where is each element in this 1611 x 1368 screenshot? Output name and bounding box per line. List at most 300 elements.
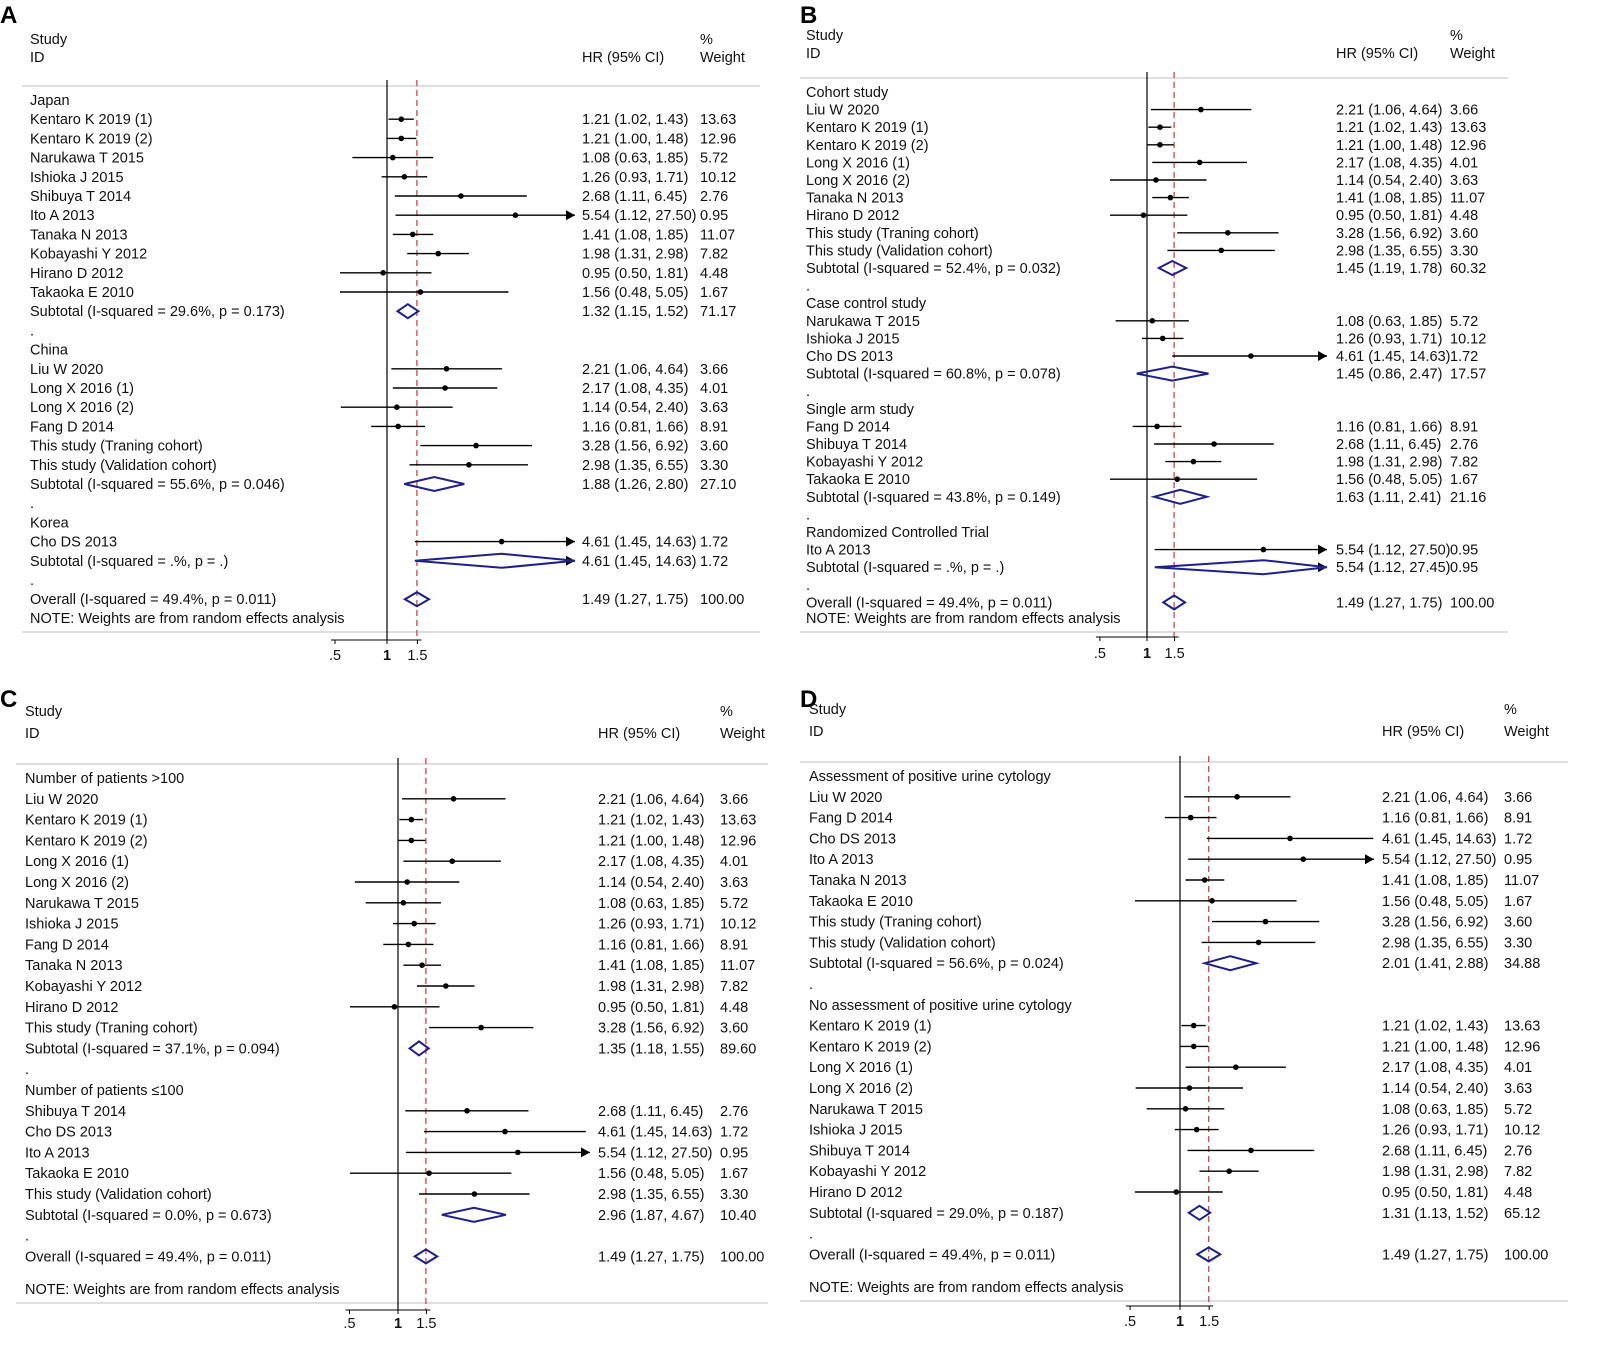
point-estimate xyxy=(1174,476,1180,482)
subgroup-heading: . xyxy=(806,384,811,401)
weight-value: 4.01 xyxy=(700,381,729,397)
study-label: Kentaro K 2019 (1) xyxy=(806,120,929,137)
study-label: Kentaro K 2019 (2) xyxy=(25,833,148,850)
hr-ci-value: 1.45 (0.86, 2.47) xyxy=(1336,366,1443,383)
weight-value: 1.67 xyxy=(1504,893,1533,910)
weight-value: 4.48 xyxy=(700,265,729,282)
subgroup-heading: . xyxy=(806,507,811,524)
weight-value: 7.82 xyxy=(1504,1164,1533,1181)
weight-value: 3.30 xyxy=(700,457,729,474)
subgroup-heading: . xyxy=(30,573,35,589)
hr-ci-value: 2.17 (1.08, 4.35) xyxy=(598,854,705,871)
weight-value: 5.72 xyxy=(1450,313,1479,330)
hr-ci-value: 2.68 (1.11, 6.45) xyxy=(1382,1143,1488,1160)
hr-ci-value: 2.17 (1.08, 4.35) xyxy=(582,381,689,397)
pooled-diamond xyxy=(1155,560,1327,574)
hr-ci-value: 1.31 (1.13, 1.52) xyxy=(1382,1205,1489,1222)
hr-ci-value: 1.56 (0.48, 5.05) xyxy=(582,285,689,301)
header-percent: % xyxy=(720,704,733,720)
point-estimate xyxy=(1194,1127,1200,1133)
hr-ci-value: 2.98 (1.35, 6.55) xyxy=(582,457,689,474)
header-hr-ci: HR (95% CI) xyxy=(582,50,665,66)
pooled-label: Subtotal (I-squared = 29.6%, p = 0.173) xyxy=(30,304,285,321)
ci-arrow xyxy=(1318,545,1327,555)
point-estimate xyxy=(444,366,450,372)
subgroup-heading: Case control study xyxy=(806,296,927,313)
study-label: Liu W 2020 xyxy=(25,791,99,808)
ci-arrow xyxy=(1365,854,1374,864)
hr-ci-value: 2.98 (1.35, 6.55) xyxy=(1336,243,1443,260)
hr-ci-value: 1.16 (0.81, 1.66) xyxy=(598,937,705,954)
point-estimate xyxy=(435,251,441,257)
study-label: This study (Traning cohort) xyxy=(809,914,982,931)
pooled-label: Subtotal (I-squared = 52.4%, p = 0.032) xyxy=(806,261,1061,277)
weight-value: 12.96 xyxy=(1450,137,1487,154)
study-label: Tanaka N 2013 xyxy=(30,227,128,244)
subgroup-heading: Number of patients >100 xyxy=(25,771,185,787)
weight-value: 4.01 xyxy=(720,854,749,871)
study-label: Fang D 2014 xyxy=(809,810,893,827)
study-label: Ishioka J 2015 xyxy=(30,169,124,186)
hr-ci-value: 1.08 (0.63, 1.85) xyxy=(582,150,689,167)
weights-note: NOTE: Weights are from random effects analysis xyxy=(806,611,1121,627)
subgroup-heading: . xyxy=(809,1226,814,1243)
study-label: Shibuya T 2014 xyxy=(30,189,132,205)
study-label: This study (Validation cohort) xyxy=(806,243,993,260)
study-label: Kentaro K 2019 (2) xyxy=(806,137,929,154)
hr-ci-value: 1.41 (1.08, 1.85) xyxy=(598,958,705,975)
weight-value: 60.32 xyxy=(1450,261,1487,277)
study-label: This study (Validation cohort) xyxy=(30,457,217,474)
point-estimate xyxy=(473,443,479,449)
study-label: Long X 2016 (1) xyxy=(30,381,134,397)
study-label: Tanaka N 2013 xyxy=(809,873,907,889)
study-label: Cho DS 2013 xyxy=(25,1124,113,1141)
hr-ci-value: 2.68 (1.11, 6.45) xyxy=(598,1103,704,1120)
study-label: Shibuya T 2014 xyxy=(25,1103,127,1120)
study-label: Takaoka E 2010 xyxy=(30,285,134,301)
point-estimate xyxy=(1174,1189,1180,1195)
weight-value: 0.95 xyxy=(720,1145,749,1162)
hr-ci-value: 2.68 (1.11, 6.45) xyxy=(1336,437,1442,453)
hr-ci-value: 2.21 (1.06, 4.64) xyxy=(1382,789,1489,806)
weight-value: 4.48 xyxy=(1450,208,1479,225)
forest-panel-d xyxy=(800,684,1590,1368)
subgroup-heading: . xyxy=(25,1062,30,1079)
hr-ci-value: 1.56 (0.48, 5.05) xyxy=(598,1166,705,1183)
point-estimate xyxy=(409,817,415,823)
hr-ci-value: 1.21 (1.02, 1.43) xyxy=(598,812,705,829)
weight-value: 2.76 xyxy=(1504,1143,1533,1160)
point-estimate xyxy=(442,385,448,391)
header-weight: Weight xyxy=(1450,46,1495,62)
x-tick-label: 1.5 xyxy=(407,648,428,664)
point-estimate xyxy=(394,404,400,410)
weight-value: 10.12 xyxy=(720,916,757,933)
weight-value: 1.67 xyxy=(720,1166,749,1183)
point-estimate xyxy=(1248,1148,1254,1154)
header-weight: Weight xyxy=(720,726,765,742)
x-tick-label: .5 xyxy=(343,1316,356,1332)
study-label: Shibuya T 2014 xyxy=(806,437,908,453)
hr-ci-value: 0.95 (0.50, 1.81) xyxy=(1336,208,1443,225)
point-estimate xyxy=(1209,898,1215,904)
study-label: Narukawa T 2015 xyxy=(809,1101,923,1118)
hr-ci-value: 1.16 (0.81, 1.66) xyxy=(1336,419,1443,436)
study-label: Long X 2016 (1) xyxy=(806,155,910,172)
pooled-label: Subtotal (I-squared = .%, p = .) xyxy=(30,553,229,570)
hr-ci-value: 1.14 (0.54, 2.40) xyxy=(582,400,689,417)
x-tick-label: 1.5 xyxy=(1164,646,1185,662)
weight-value: 8.91 xyxy=(720,937,749,954)
weight-value: 65.12 xyxy=(1504,1205,1541,1222)
point-estimate xyxy=(1160,336,1166,342)
weight-value: 12.96 xyxy=(700,131,737,148)
point-estimate xyxy=(513,212,519,218)
study-label: Ito A 2013 xyxy=(806,542,871,559)
study-label: Narukawa T 2015 xyxy=(30,150,144,167)
hr-ci-value: 3.28 (1.56, 6.92) xyxy=(582,438,689,455)
hr-ci-value: 1.45 (1.19, 1.78) xyxy=(1336,261,1443,277)
panel-label: B xyxy=(800,2,818,29)
point-estimate xyxy=(1141,212,1147,218)
weight-value: 13.63 xyxy=(700,112,737,129)
weight-value: 2.76 xyxy=(1450,437,1479,453)
subgroup-heading: . xyxy=(806,577,811,594)
study-label: Fang D 2014 xyxy=(30,419,114,436)
study-label: Kentaro K 2019 (2) xyxy=(809,1039,932,1056)
hr-ci-value: 0.95 (0.50, 1.81) xyxy=(1382,1185,1489,1201)
hr-ci-value: 1.26 (0.93, 1.71) xyxy=(1382,1122,1489,1139)
weight-value: 1.67 xyxy=(700,285,729,301)
weight-value: 1.72 xyxy=(700,534,729,551)
hr-ci-value: 5.54 (1.12, 27.50) xyxy=(1382,852,1497,869)
hr-ci-value: 1.08 (0.63, 1.85) xyxy=(1336,313,1443,330)
hr-ci-value: 4.61 (1.45, 14.63) xyxy=(598,1124,713,1141)
study-label: Takaoka E 2010 xyxy=(25,1166,129,1183)
forest-panel-a xyxy=(0,0,790,684)
hr-ci-value: 1.26 (0.93, 1.71) xyxy=(1336,331,1443,348)
pooled-diamond xyxy=(404,477,464,491)
hr-ci-value: 2.21 (1.06, 4.64) xyxy=(598,791,705,808)
weight-value: 13.63 xyxy=(720,812,757,829)
weights-note: NOTE: Weights are from random effects analysis xyxy=(25,1282,340,1298)
study-label: This study (Validation cohort) xyxy=(809,935,996,952)
subgroup-heading: Korea xyxy=(30,515,69,532)
point-estimate xyxy=(1211,441,1217,447)
point-estimate xyxy=(458,193,464,199)
weight-value: 4.48 xyxy=(720,999,749,1016)
point-estimate xyxy=(1198,107,1204,113)
pooled-diamond xyxy=(1159,261,1186,275)
study-label: Ito A 2013 xyxy=(809,852,874,869)
study-label: Ishioka J 2015 xyxy=(25,916,119,933)
study-label: Long X 2016 (2) xyxy=(30,400,134,417)
study-label: Ito A 2013 xyxy=(25,1145,90,1162)
header-id: ID xyxy=(806,46,821,62)
study-label: This study (Validation cohort) xyxy=(25,1187,212,1203)
forest-plot-b xyxy=(800,0,1590,684)
weight-value: 1.72 xyxy=(700,553,729,570)
point-estimate xyxy=(515,1150,521,1156)
panel-label: D xyxy=(800,686,818,713)
hr-ci-value: 2.21 (1.06, 4.64) xyxy=(1336,102,1443,119)
ci-arrow xyxy=(566,537,575,547)
ci-arrow xyxy=(566,210,575,220)
weight-value: 2.76 xyxy=(700,189,729,205)
point-estimate xyxy=(398,136,404,142)
point-estimate xyxy=(390,155,396,161)
header-hr-ci: HR (95% CI) xyxy=(1382,724,1465,740)
hr-ci-value: 1.14 (0.54, 2.40) xyxy=(598,875,705,891)
point-estimate xyxy=(1261,547,1267,553)
hr-ci-value: 5.54 (1.12, 27.50) xyxy=(1336,542,1451,559)
hr-ci-value: 1.21 (1.02, 1.43) xyxy=(1336,120,1443,137)
hr-ci-value: 1.21 (1.00, 1.48) xyxy=(582,131,689,148)
hr-ci-value: 1.41 (1.08, 1.85) xyxy=(1336,190,1443,207)
point-estimate xyxy=(395,424,401,430)
point-estimate xyxy=(1157,124,1163,130)
pooled-diamond xyxy=(415,554,575,568)
x-tick-label: 1 xyxy=(393,1316,403,1332)
weight-value: 3.63 xyxy=(700,400,729,417)
weight-value: 4.48 xyxy=(1504,1185,1533,1201)
subgroup-heading: Japan xyxy=(30,93,70,109)
header-hr-ci: HR (95% CI) xyxy=(1336,46,1419,62)
hr-ci-value: 1.21 (1.00, 1.48) xyxy=(1382,1039,1489,1056)
weight-value: 100.00 xyxy=(720,1249,765,1266)
weight-value: 1.72 xyxy=(720,1124,749,1141)
point-estimate xyxy=(1154,424,1160,430)
hr-ci-value: 5.54 (1.12, 27.45) xyxy=(1336,560,1451,577)
weight-value: 11.07 xyxy=(700,227,736,244)
study-label: Long X 2016 (2) xyxy=(25,875,129,891)
weight-value: 3.30 xyxy=(720,1187,749,1203)
weight-value: 5.72 xyxy=(720,895,749,912)
weight-value: 10.12 xyxy=(700,169,737,186)
panel-label: C xyxy=(0,686,18,713)
weight-value: 100.00 xyxy=(700,592,745,609)
point-estimate xyxy=(411,921,417,927)
x-tick-label: 1 xyxy=(1142,646,1152,662)
study-label: Narukawa T 2015 xyxy=(806,313,920,330)
weight-value: 5.72 xyxy=(700,150,729,167)
header-study: Study xyxy=(806,28,844,44)
weight-value: 8.91 xyxy=(1504,810,1533,827)
weight-value: 0.95 xyxy=(1450,542,1479,559)
hr-ci-value: 1.56 (0.48, 5.05) xyxy=(1382,893,1489,910)
study-label: Takaoka E 2010 xyxy=(806,472,910,489)
hr-ci-value: 1.63 (1.11, 2.41) xyxy=(1336,489,1442,506)
subgroup-heading: . xyxy=(806,278,811,295)
hr-ci-value: 0.95 (0.50, 1.81) xyxy=(598,999,705,1016)
x-tick-label: .5 xyxy=(1093,646,1106,662)
study-label: Kentaro K 2019 (2) xyxy=(30,131,153,148)
pooled-label: Overall (I-squared = 49.4%, p = 0.011) xyxy=(806,595,1053,612)
weight-value: 13.63 xyxy=(1450,120,1487,137)
hr-ci-value: 1.88 (1.26, 2.80) xyxy=(582,477,689,493)
study-label: Kobayashi Y 2012 xyxy=(30,246,148,263)
subgroup-heading: . xyxy=(809,977,814,993)
point-estimate xyxy=(1188,815,1194,821)
subgroup-heading: Single arm study xyxy=(806,401,914,418)
header-weight: Weight xyxy=(700,50,745,66)
point-estimate xyxy=(419,962,425,968)
weight-value: 1.72 xyxy=(1450,349,1479,365)
hr-ci-value: 3.28 (1.56, 6.92) xyxy=(1336,225,1443,242)
hr-ci-value: 1.21 (1.02, 1.43) xyxy=(582,112,689,129)
x-tick-label: .5 xyxy=(328,648,342,664)
study-label: This study (Traning cohort) xyxy=(806,225,979,242)
point-estimate xyxy=(392,1004,398,1010)
hr-ci-value: 5.54 (1.12, 27.50) xyxy=(598,1145,713,1162)
weight-value: 7.82 xyxy=(1450,454,1479,471)
study-label: Ito A 2013 xyxy=(30,208,95,225)
study-label: Ishioka J 2015 xyxy=(809,1122,903,1139)
weight-value: 1.72 xyxy=(1504,831,1533,848)
study-label: Ishioka J 2015 xyxy=(806,331,900,348)
study-label: Liu W 2020 xyxy=(809,789,883,806)
hr-ci-value: 1.14 (0.54, 2.40) xyxy=(1336,173,1443,189)
weights-note: NOTE: Weights are from random effects analysis xyxy=(30,611,345,627)
header-percent: % xyxy=(1450,28,1463,44)
hr-ci-value: 1.98 (1.31, 2.98) xyxy=(598,979,705,995)
point-estimate xyxy=(1183,1106,1189,1112)
point-estimate xyxy=(1191,1044,1197,1050)
panel-label: A xyxy=(0,2,18,29)
weight-value: 12.96 xyxy=(720,833,757,850)
weight-value: 0.95 xyxy=(1450,560,1479,577)
pooled-diamond xyxy=(397,304,418,318)
header-hr-ci: HR (95% CI) xyxy=(598,726,681,742)
subgroup-heading: Cohort study xyxy=(806,85,889,101)
point-estimate xyxy=(1300,856,1306,862)
point-estimate xyxy=(1197,160,1203,166)
study-label: Fang D 2014 xyxy=(25,937,109,954)
point-estimate xyxy=(464,1108,470,1114)
subgroup-heading: Randomized Controlled Trial xyxy=(806,525,989,541)
weight-value: 11.07 xyxy=(1504,873,1540,889)
hr-ci-value: 1.98 (1.31, 2.98) xyxy=(582,246,689,263)
hr-ci-value: 2.68 (1.11, 6.45) xyxy=(582,189,688,205)
study-label: Narukawa T 2015 xyxy=(25,895,139,912)
point-estimate xyxy=(1191,1023,1197,1029)
subgroup-heading: . xyxy=(30,496,35,513)
point-estimate xyxy=(499,539,505,545)
point-estimate xyxy=(398,116,404,122)
ci-arrow xyxy=(1318,351,1327,361)
study-label: Long X 2016 (1) xyxy=(25,854,129,871)
study-label: Tanaka N 2013 xyxy=(806,190,904,207)
header-study: Study xyxy=(30,32,68,48)
point-estimate xyxy=(426,1170,432,1176)
hr-ci-value: 2.96 (1.87, 4.67) xyxy=(598,1207,705,1224)
point-estimate xyxy=(472,1191,478,1197)
weight-value: 3.63 xyxy=(1504,1081,1533,1097)
pooled-diamond xyxy=(1205,956,1256,970)
study-label: Kobayashi Y 2012 xyxy=(806,454,924,471)
weight-value: 3.30 xyxy=(1504,935,1533,952)
weight-value: 3.66 xyxy=(700,361,729,378)
point-estimate xyxy=(401,900,407,906)
point-estimate xyxy=(1168,195,1174,201)
point-estimate xyxy=(502,1129,508,1135)
pooled-diamond xyxy=(1154,490,1207,504)
weight-value: 3.63 xyxy=(1450,173,1479,189)
weight-value: 2.76 xyxy=(720,1103,749,1120)
point-estimate xyxy=(1287,836,1293,842)
pooled-label: Subtotal (I-squared = 55.6%, p = 0.046) xyxy=(30,477,285,493)
pooled-label: Subtotal (I-squared = 0.0%, p = 0.673) xyxy=(25,1207,272,1224)
hr-ci-value: 4.61 (1.45, 14.63) xyxy=(582,534,697,551)
point-estimate xyxy=(1202,877,1208,883)
weight-value: 3.66 xyxy=(1450,102,1479,119)
point-estimate xyxy=(410,232,416,238)
point-estimate xyxy=(418,289,424,295)
hr-ci-value: 1.08 (0.63, 1.85) xyxy=(598,895,705,912)
hr-ci-value: 2.21 (1.06, 4.64) xyxy=(582,361,689,378)
forest-plot-c xyxy=(0,684,790,1368)
study-label: Takaoka E 2010 xyxy=(809,893,913,910)
study-label: Kentaro K 2019 (1) xyxy=(809,1018,932,1035)
point-estimate xyxy=(1157,142,1163,148)
study-label: Shibuya T 2014 xyxy=(809,1143,911,1160)
weight-value: 7.82 xyxy=(700,246,729,263)
weights-note: NOTE: Weights are from random effects analysis xyxy=(809,1280,1124,1296)
hr-ci-value: 1.56 (0.48, 5.05) xyxy=(1336,472,1443,489)
point-estimate xyxy=(1234,794,1240,800)
study-label: Kentaro K 2019 (1) xyxy=(25,812,148,829)
study-label: Liu W 2020 xyxy=(30,361,104,378)
weight-value: 100.00 xyxy=(1450,595,1495,612)
study-label: Cho DS 2013 xyxy=(30,534,118,551)
point-estimate xyxy=(1226,1168,1232,1174)
weight-value: 5.72 xyxy=(1504,1101,1533,1118)
point-estimate xyxy=(1233,1064,1239,1070)
hr-ci-value: 2.17 (1.08, 4.35) xyxy=(1382,1060,1489,1077)
hr-ci-value: 4.61 (1.45, 14.63) xyxy=(1336,349,1451,365)
pooled-label: Overall (I-squared = 49.4%, p = 0.011) xyxy=(25,1249,272,1266)
pooled-label: Subtotal (I-squared = 60.8%, p = 0.078) xyxy=(806,366,1061,383)
point-estimate xyxy=(404,879,410,885)
header-study: Study xyxy=(25,704,63,720)
hr-ci-value: 1.35 (1.18, 1.55) xyxy=(598,1041,705,1058)
hr-ci-value: 1.26 (0.93, 1.71) xyxy=(598,916,705,933)
weight-value: 27.10 xyxy=(700,477,737,493)
hr-ci-value: 1.98 (1.31, 2.98) xyxy=(1382,1164,1489,1181)
point-estimate xyxy=(1263,919,1269,925)
header-id: ID xyxy=(809,724,824,740)
point-estimate xyxy=(1225,230,1231,236)
point-estimate xyxy=(451,796,457,802)
study-label: Hirano D 2012 xyxy=(806,208,900,225)
pooled-label: Subtotal (I-squared = 29.0%, p = 0.187) xyxy=(809,1205,1064,1222)
weight-value: 8.91 xyxy=(700,419,729,436)
weight-value: 10.12 xyxy=(1450,331,1487,348)
study-label: Long X 2016 (1) xyxy=(809,1060,913,1077)
ci-arrow xyxy=(581,1147,590,1157)
weight-value: 11.07 xyxy=(720,958,756,975)
hr-ci-value: 2.01 (1.41, 2.88) xyxy=(1382,956,1489,973)
hr-ci-value: 1.26 (0.93, 1.71) xyxy=(582,169,689,186)
pooled-label: Subtotal (I-squared = 56.6%, p = 0.024) xyxy=(809,956,1064,973)
hr-ci-value: 1.21 (1.02, 1.43) xyxy=(1382,1018,1489,1035)
forest-panel-c xyxy=(0,684,790,1368)
hr-ci-value: 1.41 (1.08, 1.85) xyxy=(582,227,689,244)
hr-ci-value: 1.41 (1.08, 1.85) xyxy=(1382,873,1489,889)
study-label: Liu W 2020 xyxy=(806,102,880,119)
weight-value: 17.57 xyxy=(1450,366,1487,383)
